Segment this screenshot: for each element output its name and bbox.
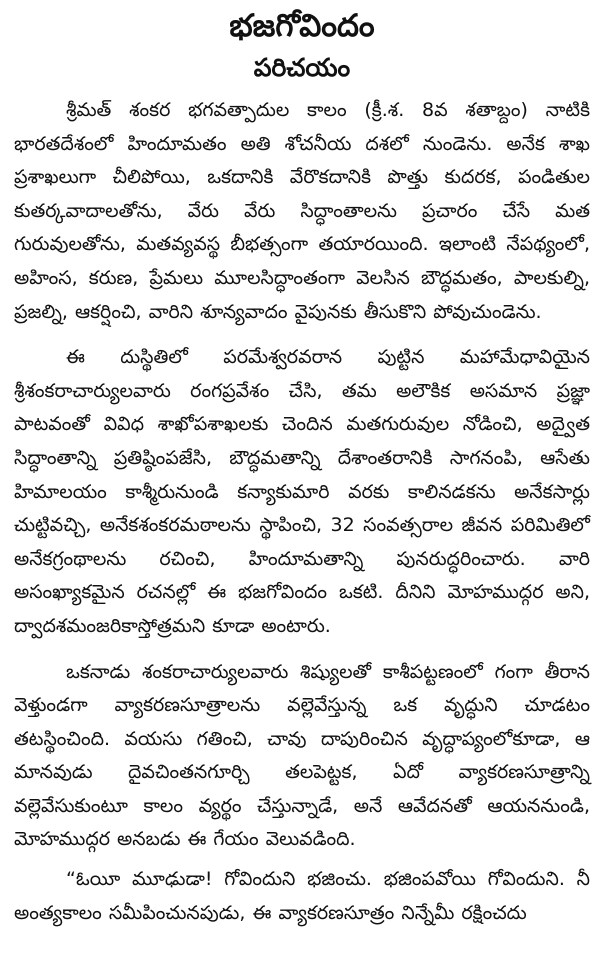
document-title: భజగోవిందం bbox=[229, 8, 375, 44]
paragraph-3: ఒకనాడు శంకరాచార్యులవారు శిష్యులతో కాశీపట్టణంలో గంగా తీరాన వెళ్తుండగా వ్యాకరణసూత్రాలను వల్లెవేస్తున్న ఒక వృద్ధుని చూడటం తటస్థించింది. వయసు గతించి, చావు దాపురించిన వృద్ధాప్యంలోకూడా, ఆ మానవుడు దైవచింతనగూర్చి తలపెట్టక, ఏదో వ్యాకరణసూత్రాన్ని వల్లెవేసుకుంటూ కాలం వ్యర్థం చేస్తున్నాడే, అనే ఆవేదనతో ఆయననుండి, మోహముద్గర అనబడు ఈ గేయం వెలువడింది. bbox=[14, 660, 590, 851]
section-heading: పరిచయం bbox=[253, 53, 351, 82]
paragraph-2: ఈ దుస్థితిలో పరమేశ్వరవరాన పుట్టిన మహామేధావియైన శ్రీశంకరాచార్యులవారు రంగప్రవేశం చేసి, తమ అలౌకిక అసమాన ప్రజ్ఞా పాటవంతో వివిధ శాఖోపశాఖలకు చెందిన మతగురువుల నోడించి, అద్వైత సిద్ధాంతాన్ని ప్రతిష్ఠింపజేసి, బౌద్ధమతాన్ని దేశాంతరానికి సాగనంపి, ఆసేతు హిమాలయం కాశ్మీరునుండి కన్యాకుమారి వరకు కాలినడకను అనేకసార్లు చుట్టివచ్చి, అనేకశంకరమఠాలను స్థాపించి, 32 సంవత్సరాల జీవన పరిమితిలో అనేకగ్రంథాలను రచించి, హిందూమతాన్ని పునరుద్ధరించారు. వారి అసంఖ్యాకమైన రచనల్లో ఈ భజగోవిందం ఒకటి. దీనిని మోహముద్గర అని, ద్వాదశమంజరికాస్తోత్రమని కూడా అంటారు. bbox=[14, 346, 590, 637]
paragraph-1: శ్రీమత్ శంకర భగవత్పాదుల కాలం (క్రీ.శ. 8వ శతాబ్దం) నాటికి భారతదేశంలో హిందూమతం అతి శోచనీయ దశలో నుండెను. అనేక శాఖ ప్రశాఖలుగా చీలిపోయి, ఒకదానికి వేరొకదానికి పొత్తు కుదరక, పండితుల కుతర్కవాదాలతోను, వేరు వేరు సిద్ధాంతాలను ప్రచారం చేసే మత గురువులతోను, మతవ్యవస్థ బీభత్సంగా తయారయింది. ఇలాంటి నేపథ్యంలో, అహింస, కరుణ, ప్రేమలు మూలసిద్ధాంతంగా వెలసిన బౌద్ధమతం, పాలకుల్ని, ప్రజల్ని, ఆకర్షించి, వారిని శూన్యవాదం వైపునకు తీసుకొని పోవుచుండెను. bbox=[14, 99, 590, 323]
paragraph-4: “ఓయీ మూఢుడా! గోవిందుని భజించు. భజింపవోయి గోవిందుని. నీ అంత్యకాలం సమీపించునపుడు, ఈ వ్యాకరణసూత్రం నిన్నేమీ రక్షించదు bbox=[14, 868, 590, 924]
